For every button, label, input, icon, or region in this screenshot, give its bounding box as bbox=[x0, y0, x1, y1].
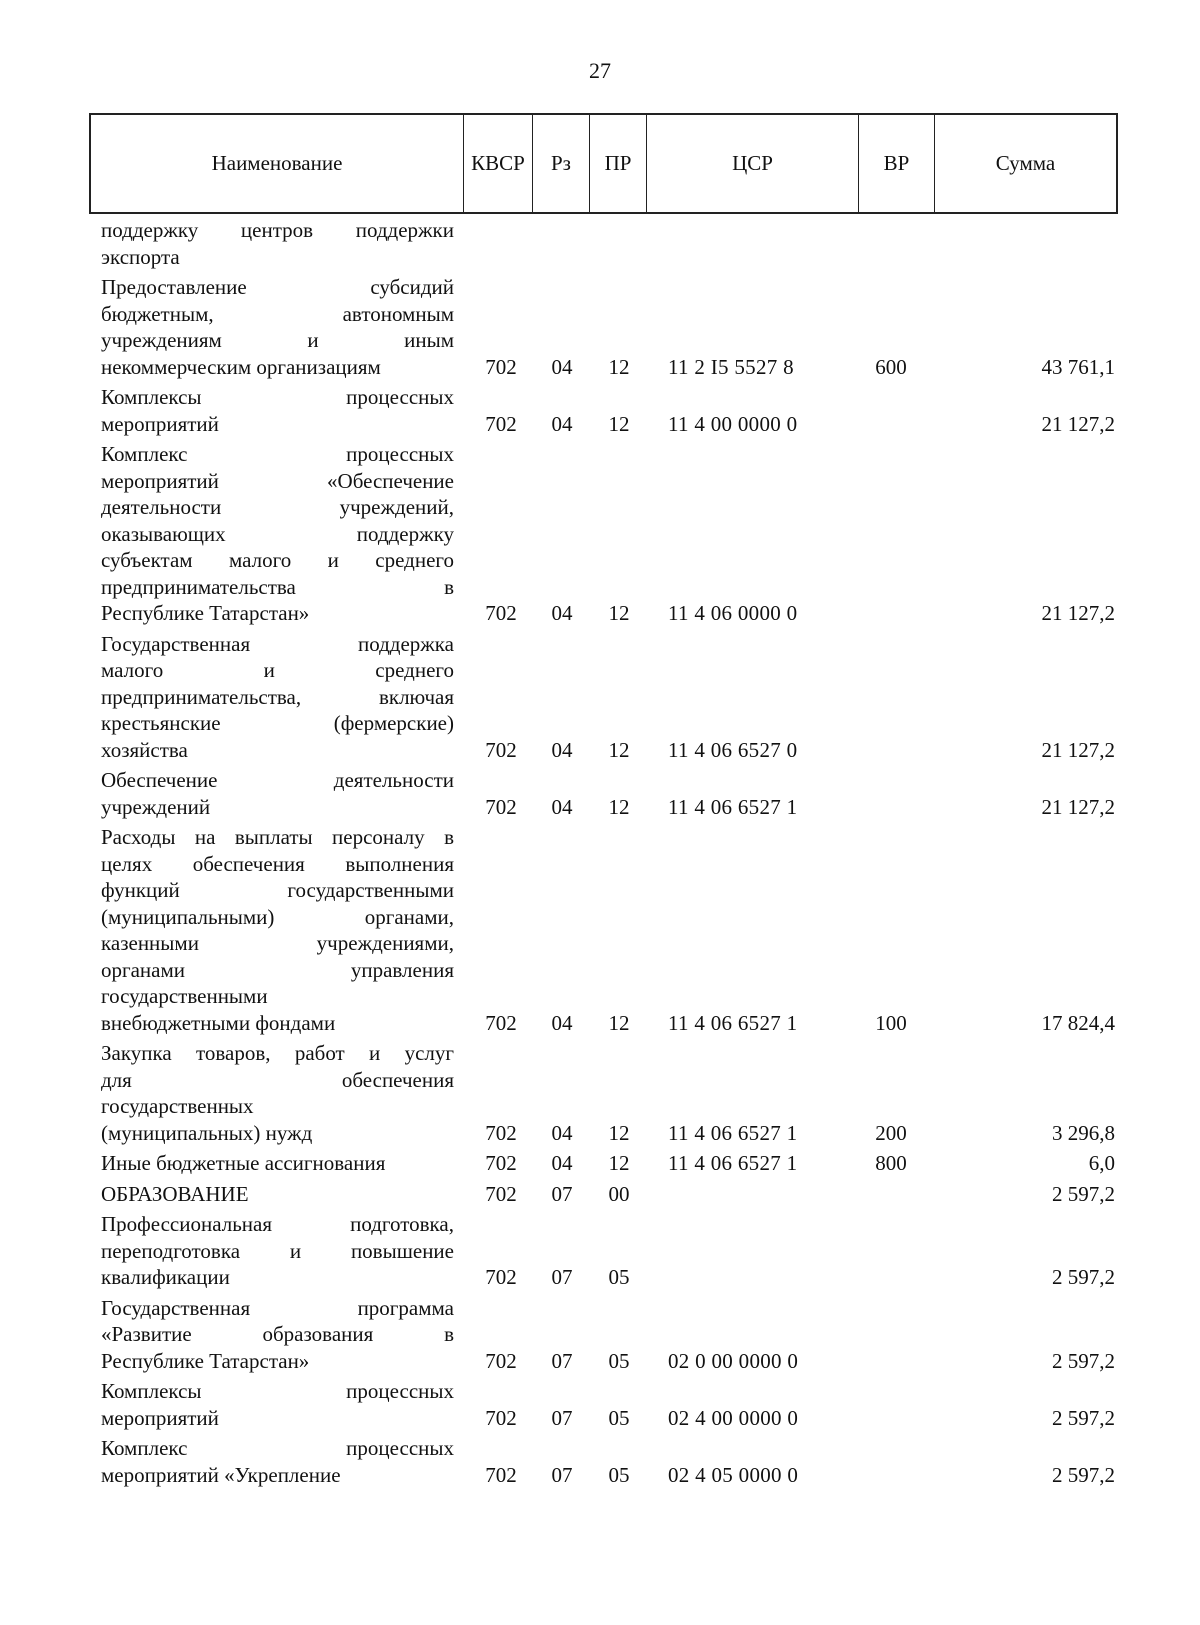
row-name-line: поддержку центров поддержки bbox=[101, 218, 454, 242]
row-name-line: мероприятий bbox=[101, 411, 219, 436]
header-kvsr: КВСР bbox=[464, 115, 533, 212]
cell-sum: 2 597,2 bbox=[1052, 1181, 1115, 1206]
cell-csr: 02 4 00 0000 0 bbox=[668, 1405, 799, 1430]
cell-sum: 6,0 bbox=[1088, 1151, 1115, 1175]
row-name-line: экспорта bbox=[101, 244, 180, 269]
cell-rz: 04 bbox=[551, 794, 573, 819]
row-name-line: Комплекс процессных bbox=[101, 442, 454, 466]
row-name-line: ОБРАЗОВАНИЕ bbox=[101, 1181, 249, 1206]
cell-sum: 2 597,2 bbox=[1052, 1265, 1115, 1289]
header-vr: ВР bbox=[859, 115, 935, 212]
table-row bbox=[0, 1150, 1200, 1177]
cell-rz: 07 bbox=[551, 1348, 573, 1373]
cell-rz: 04 bbox=[551, 411, 573, 436]
row-name-line: некоммерческим организациям bbox=[101, 354, 381, 379]
cell-csr: 11 4 06 6527 0 bbox=[668, 737, 798, 762]
cell-pr: 12 bbox=[608, 794, 630, 819]
row-name bbox=[101, 1378, 454, 1431]
table-body bbox=[0, 217, 1200, 1492]
cell-rz: 04 bbox=[551, 1010, 573, 1035]
row-name-line: Республике Татарстан» bbox=[101, 601, 310, 625]
row-name-line: Комплексы процессных bbox=[101, 1379, 454, 1403]
cell-rz: 07 bbox=[551, 1405, 573, 1430]
cell-kvsr: 702 bbox=[485, 737, 517, 762]
row-name-line: крестьянские (фермерские) bbox=[101, 711, 454, 735]
cell-rz: 07 bbox=[551, 1181, 573, 1206]
table-header bbox=[89, 113, 1118, 214]
cell-kvsr: 702 bbox=[485, 1181, 517, 1206]
row-name bbox=[101, 1211, 454, 1291]
cell-vr: 100 bbox=[875, 1010, 907, 1035]
row-name-line: Государственная поддержка bbox=[101, 631, 454, 656]
row-name-line: органами управления bbox=[101, 957, 454, 982]
row-name-line: деятельности учреждений, bbox=[101, 495, 454, 519]
cell-kvsr: 702 bbox=[485, 411, 517, 436]
row-name bbox=[101, 217, 454, 270]
cell-sum: 17 824,4 bbox=[1041, 1010, 1115, 1035]
row-name-line: Обеспечение деятельности bbox=[101, 768, 454, 792]
table-row bbox=[0, 1378, 1200, 1431]
cell-sum: 2 597,2 bbox=[1052, 1405, 1115, 1430]
header-name: Наименование bbox=[91, 115, 464, 212]
header-rz: Рз bbox=[533, 115, 590, 212]
cell-pr: 05 bbox=[608, 1462, 630, 1487]
cell-vr: 600 bbox=[875, 354, 907, 379]
row-name-line: Комплекс процессных bbox=[101, 1436, 454, 1460]
row-name bbox=[101, 1295, 454, 1375]
cell-pr: 12 bbox=[608, 411, 630, 436]
row-name bbox=[101, 1150, 454, 1177]
table-row bbox=[0, 631, 1200, 764]
cell-pr: 00 bbox=[608, 1181, 630, 1206]
cell-kvsr: 702 bbox=[485, 1010, 517, 1035]
cell-csr: 11 4 06 0000 0 bbox=[668, 601, 798, 625]
cell-kvsr: 702 bbox=[485, 1405, 517, 1430]
cell-sum: 2 597,2 bbox=[1052, 1462, 1115, 1487]
cell-kvsr: 702 bbox=[485, 794, 517, 819]
cell-rz: 04 bbox=[551, 354, 573, 379]
cell-csr: 11 4 00 0000 0 bbox=[668, 411, 798, 436]
cell-rz: 04 bbox=[551, 601, 573, 625]
row-name bbox=[101, 274, 454, 380]
row-name bbox=[101, 441, 454, 627]
row-name-line: Расходы на выплаты персоналу в bbox=[101, 825, 454, 849]
cell-pr: 05 bbox=[608, 1405, 630, 1430]
row-name-line: государственных bbox=[101, 1094, 254, 1118]
cell-sum: 2 597,2 bbox=[1052, 1348, 1115, 1373]
cell-pr: 05 bbox=[608, 1348, 630, 1373]
table-row bbox=[0, 1181, 1200, 1208]
cell-csr: 11 4 06 6527 1 bbox=[668, 794, 798, 819]
row-name-line: малого и среднего bbox=[101, 658, 454, 682]
row-name-line: функций государственными bbox=[101, 878, 454, 902]
header-sum: Сумма bbox=[995, 151, 1056, 175]
table-row bbox=[0, 384, 1200, 437]
row-name bbox=[101, 1181, 454, 1208]
table-row bbox=[0, 441, 1200, 627]
table-row bbox=[0, 767, 1200, 820]
cell-pr: 12 bbox=[608, 354, 630, 379]
cell-pr: 12 bbox=[608, 1010, 630, 1035]
cell-kvsr: 702 bbox=[485, 1348, 517, 1373]
cell-sum: 21 127,2 bbox=[1041, 794, 1115, 819]
row-name bbox=[101, 384, 454, 437]
cell-kvsr: 702 bbox=[485, 1462, 517, 1487]
table-row bbox=[0, 217, 1200, 270]
cell-sum: 21 127,2 bbox=[1041, 411, 1115, 436]
cell-kvsr: 702 bbox=[485, 1120, 517, 1145]
cell-kvsr: 702 bbox=[485, 601, 517, 625]
cell-vr: 200 bbox=[875, 1120, 907, 1145]
row-name-line: хозяйства bbox=[101, 737, 188, 762]
cell-pr: 12 bbox=[608, 601, 630, 625]
row-name-line: переподготовка и повышение bbox=[101, 1238, 454, 1263]
row-name bbox=[101, 631, 454, 764]
row-name bbox=[101, 1040, 454, 1146]
row-name-line: Иные бюджетные ассигнования bbox=[101, 1151, 386, 1175]
cell-rz: 07 bbox=[551, 1265, 573, 1289]
cell-pr: 12 bbox=[608, 737, 630, 762]
cell-csr: 11 4 06 6527 1 bbox=[668, 1010, 798, 1035]
row-name-line: Предоставление субсидий bbox=[101, 275, 454, 299]
header-pr: ПР bbox=[590, 115, 647, 212]
table-row bbox=[0, 1040, 1200, 1146]
cell-csr: 02 4 05 0000 0 bbox=[668, 1462, 799, 1487]
row-name-line: «Развитие образования в bbox=[101, 1322, 454, 1346]
cell-pr: 12 bbox=[608, 1120, 630, 1145]
row-name-line: Государственная программа bbox=[101, 1295, 454, 1320]
row-name-line: мероприятий «Обеспечение bbox=[101, 468, 454, 493]
header-csr: ЦСР bbox=[647, 115, 859, 212]
cell-csr: 02 0 00 0000 0 bbox=[668, 1348, 799, 1373]
row-name-line: оказывающих поддержку bbox=[101, 521, 454, 546]
row-name-line: (муниципальных) нужд bbox=[101, 1120, 313, 1145]
cell-rz: 04 bbox=[551, 1120, 573, 1145]
row-name bbox=[101, 824, 454, 1036]
cell-rz: 07 bbox=[551, 1462, 573, 1487]
cell-rz: 04 bbox=[551, 737, 573, 762]
cell-sum: 21 127,2 bbox=[1041, 737, 1115, 762]
row-name-line: Профессиональная подготовка, bbox=[101, 1212, 454, 1236]
table-row bbox=[0, 274, 1200, 380]
cell-sum: 3 296,8 bbox=[1052, 1120, 1115, 1145]
cell-sum: 21 127,2 bbox=[1041, 601, 1115, 625]
row-name-line: предпринимательства, включая bbox=[101, 684, 454, 709]
cell-vr: 800 bbox=[875, 1151, 907, 1175]
cell-csr: 11 4 06 6527 1 bbox=[668, 1151, 798, 1175]
table-row bbox=[0, 1295, 1200, 1375]
row-name-line: субъектам малого и среднего bbox=[101, 548, 454, 572]
row-name-line: Республике Татарстан» bbox=[101, 1348, 310, 1373]
row-name-line: для обеспечения bbox=[101, 1067, 454, 1092]
cell-rz: 04 bbox=[551, 1151, 573, 1175]
cell-pr: 05 bbox=[608, 1265, 630, 1289]
row-name-line: (муниципальными) органами, bbox=[101, 904, 454, 929]
row-name-line: государственными bbox=[101, 984, 268, 1008]
row-name-line: Закупка товаров, работ и услуг bbox=[101, 1041, 454, 1065]
table-row bbox=[0, 1435, 1200, 1488]
row-name-line: квалификации bbox=[101, 1265, 230, 1289]
row-name-line: внебюджетными фондами bbox=[101, 1010, 336, 1035]
cell-csr: 11 4 06 6527 1 bbox=[668, 1120, 798, 1145]
row-name-line: бюджетным, автономным bbox=[101, 301, 454, 326]
cell-csr: 11 2 I5 5527 8 bbox=[668, 354, 794, 379]
row-name-line: мероприятий bbox=[101, 1405, 219, 1430]
cell-kvsr: 702 bbox=[485, 1151, 517, 1175]
table-row bbox=[0, 1211, 1200, 1291]
cell-pr: 12 bbox=[608, 1151, 630, 1175]
row-name-line: мероприятий «Укрепление bbox=[101, 1462, 341, 1487]
row-name-line: Комплексы процессных bbox=[101, 385, 454, 409]
row-name bbox=[101, 1435, 454, 1488]
row-name-line: предпринимательства в bbox=[101, 574, 454, 599]
cell-sum: 43 761,1 bbox=[1041, 354, 1115, 379]
row-name-line: учреждениям и иным bbox=[101, 328, 454, 352]
row-name-line: казенными учреждениями, bbox=[101, 931, 454, 955]
table-row bbox=[0, 824, 1200, 1036]
cell-kvsr: 702 bbox=[485, 1265, 517, 1289]
page-number: 27 bbox=[589, 58, 611, 83]
row-name bbox=[101, 767, 454, 820]
row-name-line: учреждений bbox=[101, 794, 211, 819]
row-name-line: целях обеспечения выполнения bbox=[101, 851, 454, 876]
cell-kvsr: 702 bbox=[485, 354, 517, 379]
